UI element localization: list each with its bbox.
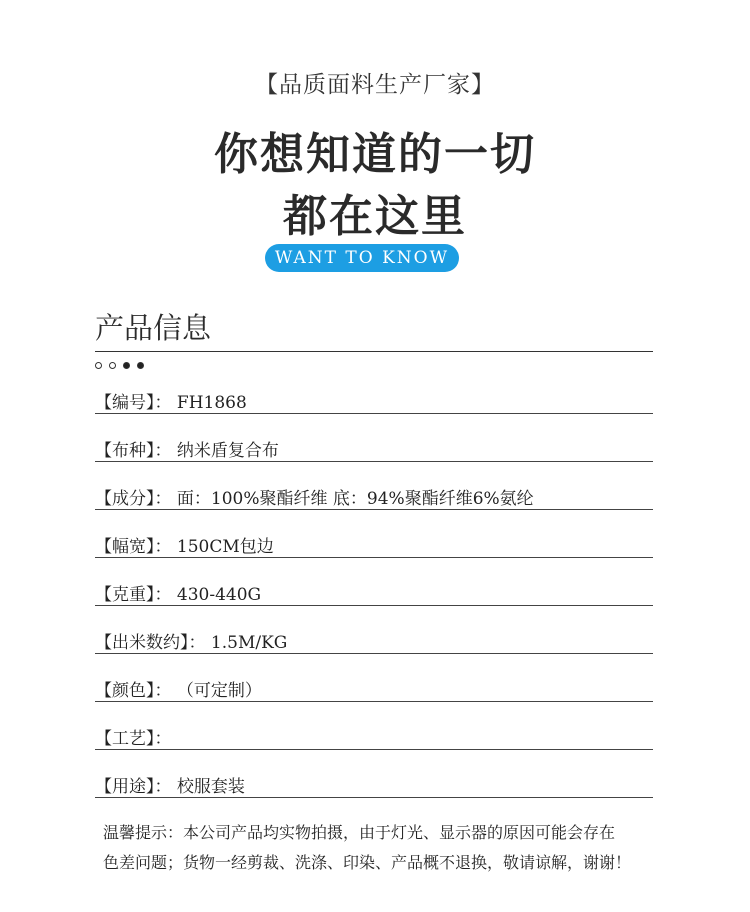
- row-label: 【颜色】: [95, 681, 155, 701]
- row-value: 150CM包边: [176, 537, 274, 557]
- row-separator: ：: [154, 729, 172, 749]
- info-row-meters-per-kg: [95, 606, 653, 654]
- row-value: 430-440G: [176, 585, 262, 605]
- row-label: 【用途】: [95, 777, 155, 797]
- row-value: 校服套装: [176, 777, 245, 797]
- row-separator: ：: [154, 537, 172, 557]
- row-label: 【出米数约】: [95, 633, 189, 653]
- row-label: 【编号】: [95, 393, 155, 413]
- row-label: 【克重】: [95, 585, 155, 605]
- info-list: [95, 366, 653, 798]
- row-separator: ：: [154, 441, 172, 461]
- row-value: FH1868: [176, 393, 247, 413]
- row-label: 【布种】: [95, 441, 155, 461]
- info-row-craft: [95, 702, 653, 750]
- notice-line-1: 温馨提示：本公司产品均实物拍摄，由于灯光、显示器的原因可能会存在: [103, 823, 616, 842]
- row-label: 【幅宽】: [95, 537, 155, 557]
- section-title: 产品信息: [95, 311, 212, 345]
- row-separator: ：: [154, 393, 172, 413]
- row-label: 【成分】: [95, 489, 155, 509]
- info-row-color: [95, 654, 653, 702]
- info-row-composition: [95, 462, 653, 510]
- notice-text: [103, 818, 643, 878]
- section-divider: [95, 351, 653, 352]
- headline-line-2: 都在这里: [283, 191, 467, 242]
- headline-line-1: 你想知道的一切: [214, 129, 536, 180]
- row-separator: ：: [154, 777, 172, 797]
- row-separator: ：: [154, 489, 172, 509]
- row-value: （可定制）: [176, 681, 262, 701]
- row-label: 【工艺】: [95, 729, 155, 749]
- top-label: 【品质面料生产厂家】: [255, 72, 495, 98]
- row-separator: ：: [188, 633, 206, 653]
- notice-line-2: 色差问题；货物一经剪裁、洗涤、印染、产品概不退换，敬请谅解，谢谢！: [103, 853, 632, 872]
- info-row-width: [95, 510, 653, 558]
- info-row-usage: [95, 750, 653, 798]
- row-value: 面：100%聚酯纤维 底：94%聚酯纤维6%氨纶: [176, 489, 534, 509]
- info-row-fabric-type: [95, 414, 653, 462]
- row-separator: ：: [154, 585, 172, 605]
- info-row-weight: [95, 558, 653, 606]
- want-to-know-badge: WANT TO KNOW: [265, 244, 459, 272]
- row-value: 纳米盾复合布: [176, 441, 279, 461]
- row-value: 1.5M/KG: [210, 633, 288, 653]
- row-separator: ：: [154, 681, 172, 701]
- info-row-number: [95, 366, 653, 414]
